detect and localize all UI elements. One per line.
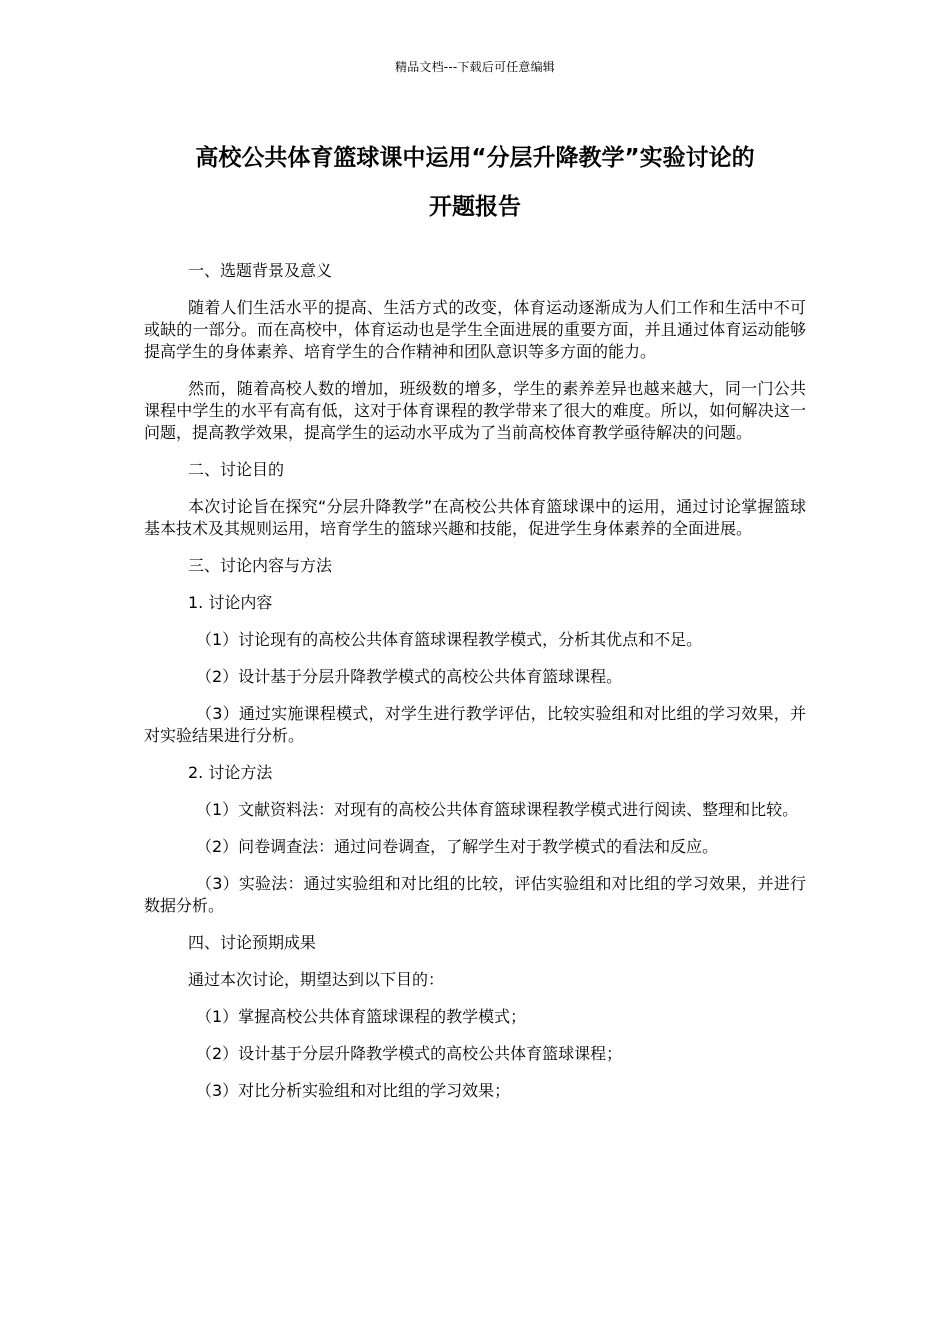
paragraph-background-1: 随着人们生活水平的提高、生活方式的改变，体育运动逐渐成为人们工作和生活中不可或缺的一部分。而在高校中，体育运动也是学生全面进展的重要方面，并且通过体育运动能够提高学生的身体素养、培育学生的合作精神和团队意识等多方面的能力。 — [144, 298, 806, 361]
paragraph-expected-intro: 通过本次讨论，期望达到以下目的： — [188, 970, 445, 989]
subheading-method: 2. 讨论方法 — [188, 763, 273, 782]
document-title-line-2: 开题报告 — [429, 194, 521, 220]
method-item: （2）问卷调查法：通过问卷调查，了解学生对于教学模式的看法和反应。 — [196, 837, 719, 856]
method-item: （1）文献资料法：对现有的高校公共体育篮球课程教学模式进行阅读、整理和比较。 — [196, 800, 799, 819]
method-item: （3）实验法：通过实验组和对比组的比较，评估实验组和对比组的学习效果，并进行数据分析。 — [144, 874, 806, 915]
content-item: （1）讨论现有的高校公共体育篮球课程教学模式，分析其优点和不足。 — [196, 630, 703, 649]
section-heading-background: 一、选题背景及意义 — [188, 261, 333, 280]
subheading-content: 1. 讨论内容 — [188, 593, 273, 612]
section-heading-purpose: 二、讨论目的 — [188, 460, 285, 479]
document-title-line-1: 高校公共体育篮球课中运用“分层升降教学”实验讨论的 — [195, 145, 755, 171]
content-item: （3）通过实施课程模式，对学生进行教学评估，比较实验组和对比组的学习效果，并对实验结果进行分析。 — [144, 704, 806, 745]
section-heading-expected-results: 四、讨论预期成果 — [188, 933, 317, 952]
paragraph-background-2: 然而，随着高校人数的增加，班级数的增多，学生的素养差异也越来越大，同一门公共课程中学生的水平有高有低，这对于体育课程的教学带来了很大的难度。所以，如何解决这一问题，提高教学效果，提高学生的运动水平成为了当前高校体育教学亟待解决的问题。 — [144, 379, 806, 442]
expected-item: （3）对比分析实验组和对比组的学习效果； — [196, 1081, 511, 1100]
content-item: （2）设计基于分层升降教学模式的高校公共体育篮球课程。 — [196, 667, 623, 686]
expected-item: （2）设计基于分层升降教学模式的高校公共体育篮球课程； — [196, 1044, 623, 1063]
paragraph-purpose: 本次讨论旨在探究“分层升降教学”在高校公共体育篮球课中的运用，通过讨论掌握篮球基本技术及其规则运用，培育学生的篮球兴趣和技能，促进学生身体素养的全面进展。 — [144, 497, 806, 538]
page-header: 精品文档---下载后可任意编辑 — [395, 60, 555, 74]
expected-item: （1）掌握高校公共体育篮球课程的教学模式； — [196, 1007, 527, 1026]
section-heading-content-method: 三、讨论内容与方法 — [188, 556, 333, 575]
document-body — [144, 260, 806, 1117]
